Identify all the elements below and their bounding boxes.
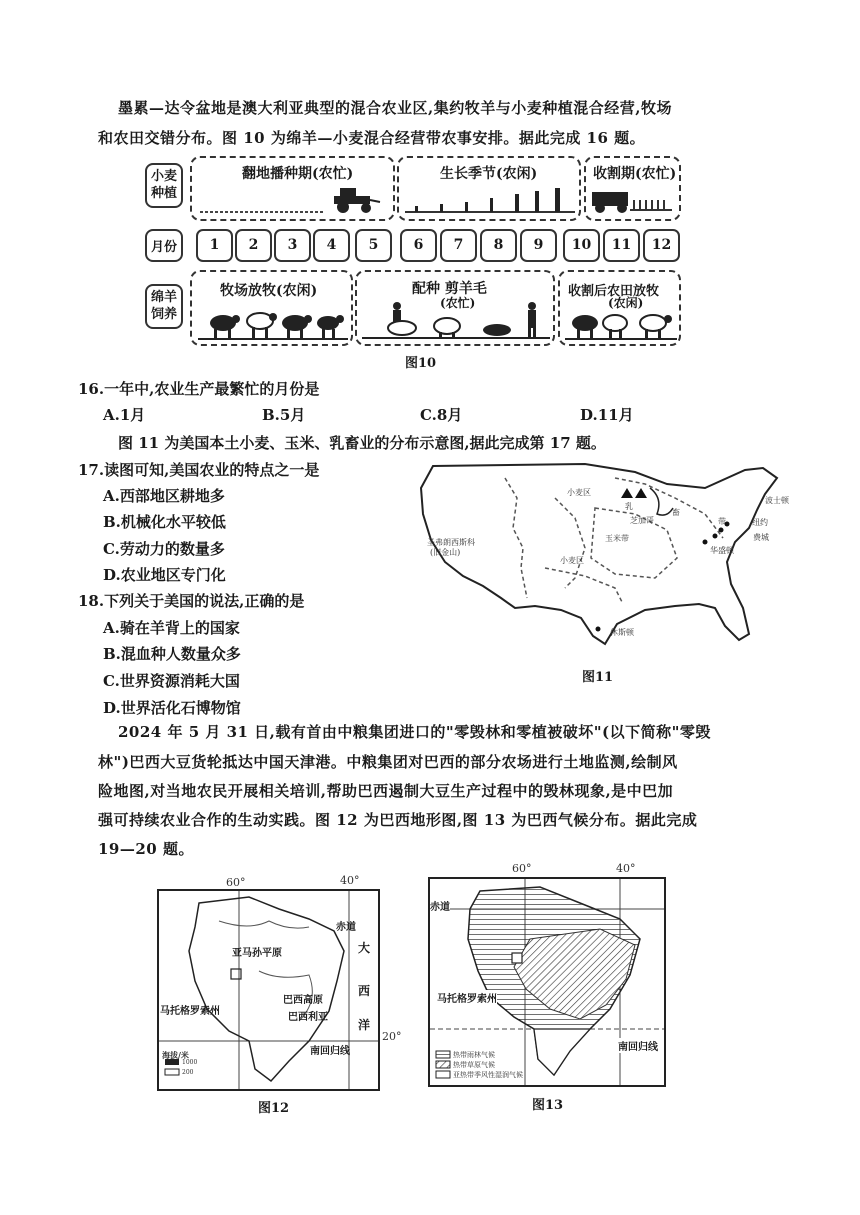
month-2: 2: [235, 229, 272, 262]
fig12-label-tropic: 南回归线: [310, 1046, 350, 1057]
fig13-lon-60: 60°: [512, 862, 532, 875]
fig12-legend-200: 200: [182, 1069, 194, 1076]
q18-option-a[interactable]: A.骑在羊背上的国家: [103, 619, 240, 637]
q18-option-c[interactable]: C.世界资源消耗大国: [103, 672, 240, 690]
fig11-intro: 图 11 为美国本土小麦、玉米、乳畜业的分布示意图,据此完成第 17 题。: [118, 434, 606, 452]
crop-rows-sowing-icon: [200, 206, 325, 214]
month-10: 10: [563, 229, 600, 262]
q16-option-c[interactable]: C.8月: [420, 406, 463, 424]
q18-option-d[interactable]: D.世界活化石博物馆: [103, 699, 241, 717]
fig12-label-mato-grosso: 马托格罗索州: [160, 1006, 220, 1017]
sheep-phase-1-label: 牧场放牧(农闲): [220, 283, 318, 299]
map11-label-houston: 休斯顿: [610, 628, 634, 637]
wheat-phase-2-label: 生长季节(农闲): [440, 166, 538, 182]
q17-option-d[interactable]: D.农业地区专门化: [103, 566, 226, 584]
fig12-lon-60: 60°: [226, 876, 246, 889]
passage-line-3: 险地图,对当地农民开展相关培训,帮助巴西遏制大豆生产过程中的毁林现象,是中巴加: [98, 782, 674, 800]
map11-label-sf-top: 圣弗朗西斯科: [427, 538, 475, 547]
wheat-row-label: 小麦种植: [145, 163, 183, 208]
map11-label-washington: 华盛顿: [710, 546, 734, 555]
shearing-icon: [362, 300, 550, 340]
map11-label-dairy-2: 畜: [672, 508, 680, 517]
figure-12-caption: 图12: [258, 1101, 290, 1116]
map11-label-wheat-north: 小麦区: [567, 488, 591, 497]
fig13-label-equator: 赤道: [430, 898, 450, 913]
month-6: 6: [400, 229, 437, 262]
intro-line-2: 和农田交错分布。图 10 为绵羊—小麦混合经营带农事安排。据此完成 16 题。: [98, 129, 646, 147]
wheat-phase-1-label: 翻地播种期(农忙): [242, 166, 354, 182]
figure-11-caption: 图11: [582, 670, 614, 685]
map11-label-sf: (旧金山): [430, 548, 461, 557]
passage-line-4: 强可持续农业合作的生动实践。图 12 为巴西地形图,图 13 为巴西气候分布。据此完成: [98, 811, 698, 829]
fig12-label-brasilia: 巴西利亚: [288, 1012, 328, 1023]
month-12: 12: [643, 229, 680, 262]
fig13-legend-rainforest: 热带雨林气候: [453, 1051, 495, 1059]
fig12-lat-20: 20°: [382, 1030, 402, 1043]
fig13-label-mato-grosso: 马托格罗索州: [437, 990, 497, 1005]
month-3: 3: [274, 229, 311, 262]
harvester-icon: [590, 186, 675, 214]
month-5: 5: [355, 229, 392, 262]
fig12-legend-title: 海拔/米: [162, 1050, 189, 1060]
passage-line-2: 林")巴西大豆货轮抵达中国天津港。中粮集团对巴西的部分农场进行土地监测,绘制风: [98, 753, 678, 771]
q16-stem: 16.一年中,农业生产最繁忙的月份是: [78, 380, 320, 398]
q17-option-c[interactable]: C.劳动力的数量多: [103, 540, 225, 558]
sheep-phase-3-label: 收割后农田放牧: [568, 284, 660, 299]
map11-label-corn-belt: 玉米带: [605, 534, 629, 543]
month-9: 9: [520, 229, 557, 262]
month-row-label: 月份: [145, 229, 183, 262]
fig12-label-atlantic-1: 大: [358, 941, 371, 955]
growing-wheat-icon: [405, 186, 575, 214]
fig13-legend-savanna: 热带草原气候: [453, 1061, 495, 1069]
q16-option-b[interactable]: B.5月: [262, 406, 306, 424]
q16-option-a[interactable]: A.1月: [103, 406, 146, 424]
q18-stem: 18.下列关于美国的说法,正确的是: [78, 592, 305, 610]
month-7: 7: [440, 229, 477, 262]
map11-label-chicago: 芝加哥: [630, 516, 654, 525]
sheep-row-label: 绵羊饲养: [145, 284, 183, 329]
fig12-label-plateau: 巴西高原: [283, 995, 323, 1006]
map11-label-wheat-south: 小麦区: [560, 556, 584, 565]
wheat-phase-3-label: 收割期(农忙): [593, 166, 677, 182]
month-4: 4: [313, 229, 350, 262]
figure-13-caption: 图13: [532, 1098, 564, 1113]
sheep-phase-2-sub: (农忙): [440, 296, 476, 310]
fig12-label-atlantic-3: 洋: [358, 1018, 371, 1032]
q16-option-d[interactable]: D.11月: [580, 406, 634, 424]
passage-line-1: 2024 年 5 月 31 日,载有首由中粮集团进口的"零毁林和零植被破坏"(以下简称"零毁: [118, 723, 711, 741]
sheep-phase-2-label: 配种 剪羊毛: [412, 281, 487, 297]
month-8: 8: [480, 229, 517, 262]
q17-option-b[interactable]: B.机械化水平较低: [103, 513, 226, 531]
fig12-label-atlantic-2: 西: [358, 984, 371, 998]
fig13-label-tropic: 南回归线: [618, 1038, 658, 1053]
usa-map-outline: [405, 458, 790, 658]
grazing-sheep-icon: [198, 305, 348, 341]
sheep-phase-3-sub: (农闲): [608, 296, 644, 310]
fig12-label-equator: 赤道: [336, 922, 356, 933]
q17-stem: 17.读图可知,美国农业的特点之一是: [78, 461, 320, 479]
month-1: 1: [196, 229, 233, 262]
fig12-label-amazon: 亚马孙平原: [232, 948, 282, 959]
q18-option-b[interactable]: B.混血种人数量众多: [103, 645, 241, 663]
map11-label-boston: 波士顿: [765, 496, 789, 505]
figure-10-caption: 图10: [405, 356, 437, 371]
month-11: 11: [603, 229, 640, 262]
fig13-lon-40: 40°: [616, 862, 636, 875]
tractor-icon: [330, 184, 382, 214]
map11-label-philadelphia: 费城: [753, 533, 769, 542]
fig13-legend-subtropical: 亚热带季风性湿润气候: [453, 1071, 523, 1079]
q17-option-a[interactable]: A.西部地区耕地多: [103, 487, 225, 505]
map11-label-dairy-1: 乳: [625, 502, 633, 511]
fig12-legend-1000: 1000: [182, 1059, 198, 1066]
map11-label-newyork: 纽约: [752, 518, 768, 527]
fig12-lon-40: 40°: [340, 874, 360, 887]
field-grazing-icon: [565, 305, 677, 341]
passage-line-5: 19—20 题。: [98, 840, 194, 858]
intro-line-1: 墨累—达令盆地是澳大利亚典型的混合农业区,集约牧羊与小麦种植混合经营,牧场: [118, 99, 672, 117]
map11-label-dairy-3: 带: [718, 517, 726, 526]
